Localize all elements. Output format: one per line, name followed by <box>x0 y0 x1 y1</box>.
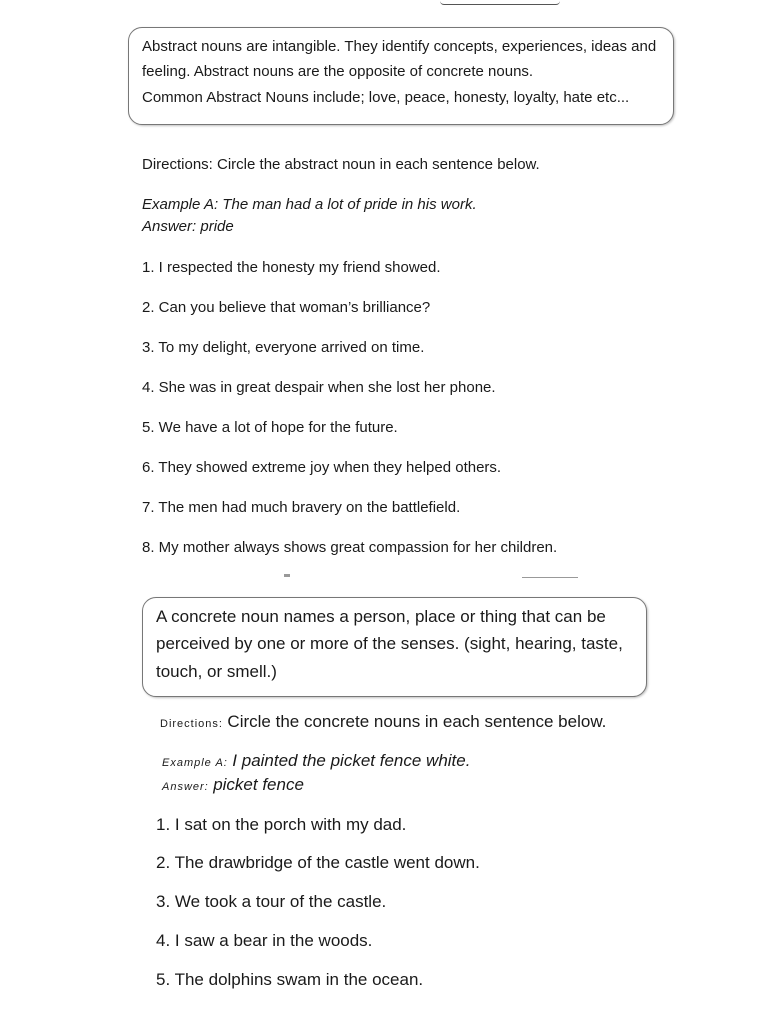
concrete-example-text: I painted the picket fence white. <box>232 751 471 770</box>
abstract-item-8: 8. My mother always shows great compassion for her children. <box>142 539 558 556</box>
abstract-answer: Answer: pride <box>142 218 234 235</box>
concrete-item-3: 3. We took a tour of the castle. <box>156 892 387 911</box>
concrete-example <box>162 751 470 771</box>
top-cut-fragment <box>440 0 560 5</box>
concrete-directions-text: Circle the concrete nouns in each sentence below. <box>227 712 607 731</box>
concrete-directions-label: Directions: <box>160 718 223 730</box>
abstract-definition-line-1: Abstract nouns are intangible. They identify concepts, experiences, ideas and <box>142 38 657 55</box>
abstract-item-1: 1. I respected the honesty my friend showed. <box>142 259 441 276</box>
concrete-item-1: 1. I sat on the porch with my dad. <box>156 815 407 834</box>
abstract-item-4: 4. She was in great despair when she lost her phone. <box>142 379 496 396</box>
abstract-item-3: 3. To my delight, everyone arrived on time. <box>142 339 425 356</box>
concrete-answer <box>162 775 304 795</box>
abstract-directions: Directions: Circle the abstract noun in each sentence below. <box>142 156 540 173</box>
concrete-item-4: 4. I saw a bear in the woods. <box>156 931 373 950</box>
concrete-example-label: Example A: <box>162 757 228 769</box>
concrete-answer-label: Answer: <box>162 781 209 793</box>
concrete-answer-text: picket fence <box>213 775 304 794</box>
concrete-definition-line-2: perceived by one or more of the senses. (sight, hearing, taste, <box>156 634 623 653</box>
abstract-item-6: 6. They showed extreme joy when they helped others. <box>142 459 502 476</box>
concrete-item-5: 5. The dolphins swam in the ocean. <box>156 970 424 989</box>
concrete-definition-line-3: touch, or smell.) <box>156 662 277 681</box>
concrete-directions <box>160 712 606 732</box>
abstract-item-7: 7. The men had much bravery on the battlefield. <box>142 499 461 516</box>
concrete-item-2: 2. The drawbridge of the castle went down. <box>156 853 480 872</box>
cut-fragment-left <box>284 574 290 577</box>
abstract-item-2: 2. Can you believe that woman’s brilliance? <box>142 299 431 316</box>
abstract-definition-line-3: Common Abstract Nouns include; love, peace, honesty, loyalty, hate etc... <box>142 89 630 106</box>
cut-fragment-right <box>522 574 578 578</box>
abstract-example: Example A: The man had a lot of pride in his work. <box>142 196 477 213</box>
concrete-definition-line-1: A concrete noun names a person, place or thing that can be <box>156 607 606 626</box>
abstract-item-5: 5. We have a lot of hope for the future. <box>142 419 398 436</box>
abstract-definition-line-2: feeling. Abstract nouns are the opposite of concrete nouns. <box>142 63 534 80</box>
